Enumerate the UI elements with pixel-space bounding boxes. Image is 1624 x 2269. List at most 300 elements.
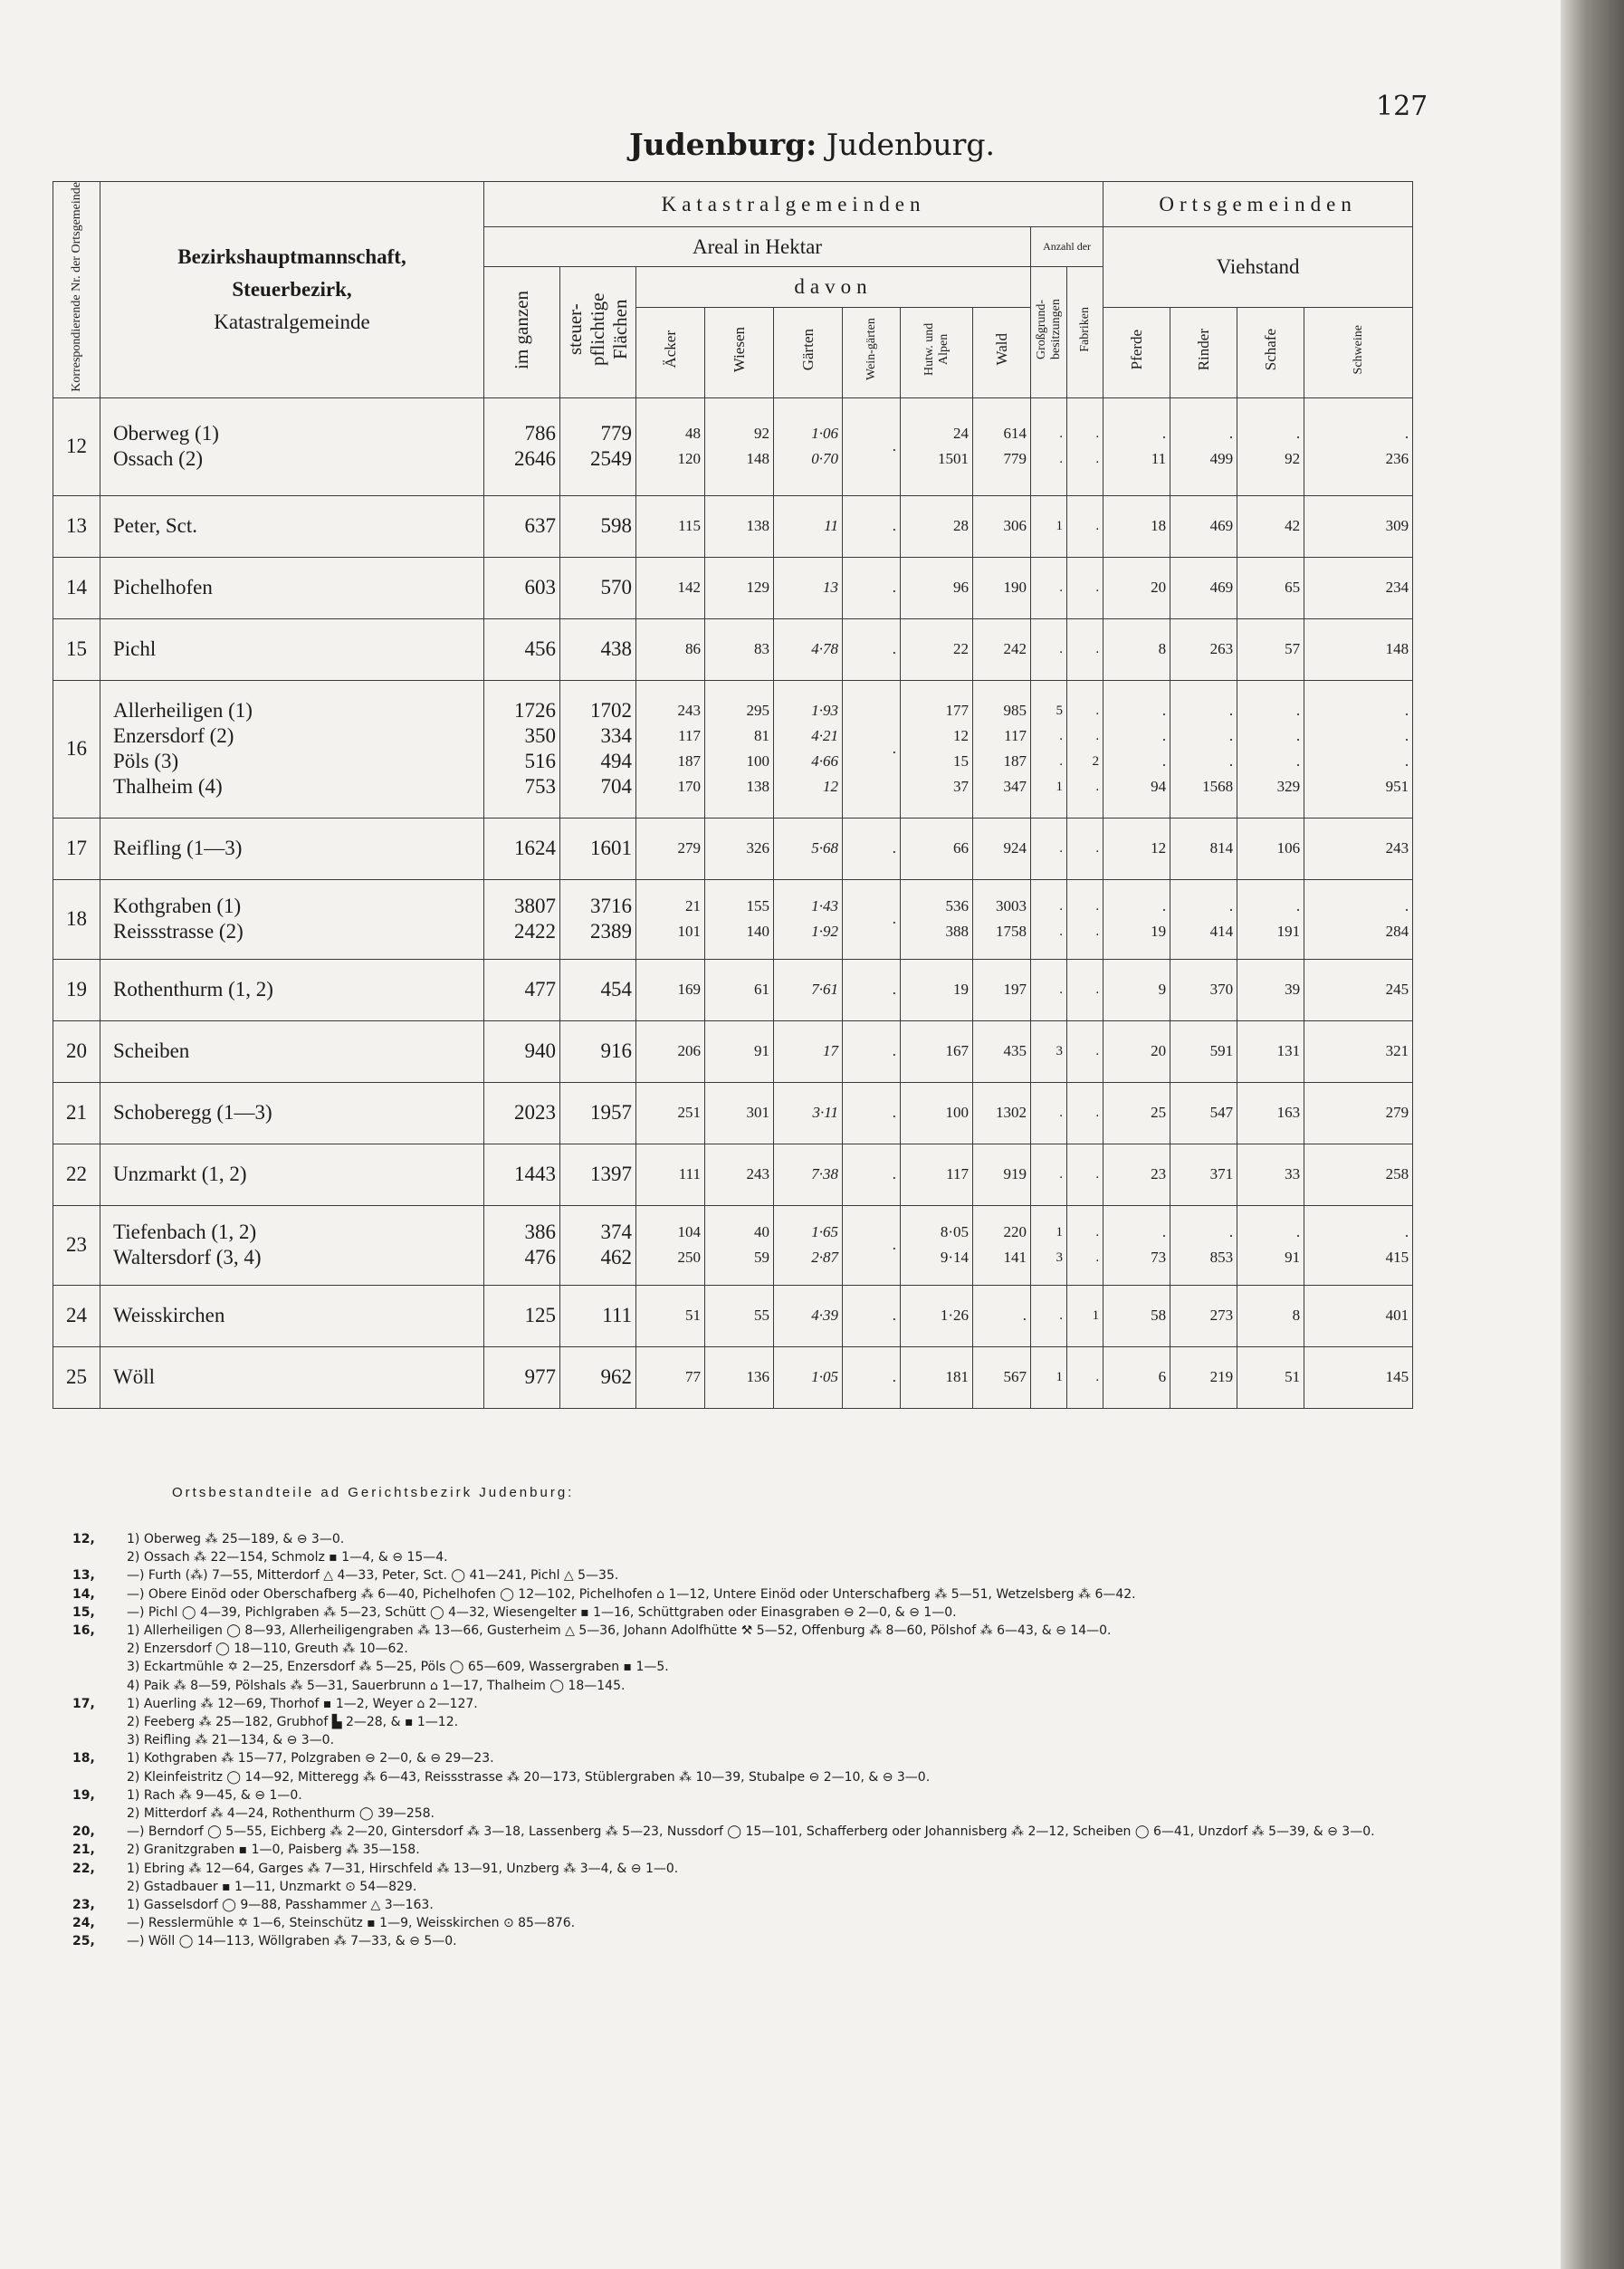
cell-gaerten-line: 1·65 [811,1223,838,1241]
note-key [72,1731,127,1749]
cell-sw-line: . [1404,1223,1409,1241]
row-number: 25 [53,1346,100,1408]
cell-fab-line: . [1095,580,1100,596]
cell-acker [636,1144,705,1205]
cell-ganz [484,1285,560,1346]
gemeinde-name-line: Enzersdorf (2) [113,724,234,748]
cell-steuer-line: 1601 [590,837,632,860]
cell-gaerten-line: 7·61 [811,981,838,999]
cell-wald-line: 1302 [996,1104,1027,1122]
cell-pf-line: . [1161,425,1167,443]
cell-fab-line: . [1095,642,1100,657]
cell-fab-line: . [1095,1370,1100,1385]
note-text: —) Furth (⁂) 7—55, Mitterdorf △ 4—33, Peter, Sct. ◯ 41—241, Pichl △ 5—35. [127,1568,619,1584]
cell-hutw [901,397,973,495]
gemeinde-name-line: Peter, Sct. [113,514,197,538]
cell-wiesen-line: 148 [746,450,769,468]
cell-pf-line: 94 [1151,778,1167,796]
cell-hutw-line: 66 [953,839,969,857]
note-text: 1) Ebring ⁂ 12—64, Garges ⁂ 7—31, Hirschfeld ⁂ 13—91, Unzberg ⁂ 3—4, & ⊖ 1—0. [127,1861,679,1876]
cell-wald-line: 190 [1003,579,1027,597]
cell-steuer-line: 2389 [590,920,632,943]
cell-ganz-line: 637 [524,514,556,538]
cell-pf-line: 25 [1151,1104,1167,1122]
cell-sc-line: . [1295,752,1301,771]
cell-gaerten-line: 1·93 [811,702,838,720]
cell-hutw-line: 177 [945,702,969,720]
note-text: 3) Reifling ⁂ 21—134, & ⊖ 3—0. [127,1733,335,1748]
cell-hutw [901,495,973,557]
cell-ri [1170,1020,1237,1082]
cell-gross [1031,879,1067,959]
cell-pf [1103,680,1170,818]
cell-ri-line: 853 [1209,1249,1234,1267]
note-item [72,1677,1403,1695]
cell-pf [1103,557,1170,618]
gemeinde-name-line: Reissstrasse (2) [113,920,244,943]
cell-ri-line: . [1228,1223,1234,1241]
cell-fab [1067,495,1103,557]
gemeinde-name-line: Ossach (2) [113,447,203,471]
cell-fab-line: . [1095,1106,1100,1121]
note-key: 17, [72,1696,95,1711]
cell-acker [636,959,705,1020]
cell-ganz [484,397,560,495]
cell-sw-line: 258 [1385,1165,1409,1183]
cell-hutw-line: 8·05 [940,1223,969,1241]
cell-wiesen-line: 83 [754,640,769,658]
cell-hutw [901,1285,973,1346]
col-acker-header: Äcker [636,307,705,397]
cell-pf [1103,818,1170,879]
note-item [72,1932,1403,1950]
cell-fab-line: . [1095,924,1100,940]
row-number: 20 [53,1020,100,1082]
col-schweine-header: Schweine [1304,307,1413,397]
cell-pf [1103,879,1170,959]
cell-acker-line: 279 [677,839,701,857]
cell-ri-line: 547 [1209,1104,1234,1122]
cell-hutw [901,879,973,959]
cell-hutw-line: 181 [945,1368,969,1386]
cell-wiesen-line: 301 [746,1104,769,1122]
cell-wiesen-line: 81 [754,727,769,745]
cell-steuer-line: 462 [600,1246,632,1269]
col-hutw-header: Hutw. und Alpen [901,307,973,397]
cell-wiesen-line: 92 [754,425,769,443]
cell-wiesen [705,1020,774,1082]
cell-sc-line: . [1295,897,1301,915]
cell-acker-line: 169 [677,981,701,999]
cell-gaerten [774,1020,843,1082]
cell-fab-line: . [1095,982,1100,998]
note-item [72,1585,1403,1604]
cell-sw-line: . [1404,752,1409,771]
cell-sc-line: 57 [1285,640,1301,658]
cell-fab [1067,557,1103,618]
note-text: —) Obere Einöd oder Oberschafberg ⁂ 6—40, Pichelhofen ◯ 12—102, Pichelhofen ⌂ 1—12, Untere Einöd oder Unterschafberg ⁂ 5—51, Wetzelsberg ⁂ 6—42. [127,1586,1136,1602]
gemeinde-name-line: Tiefenbach (1, 2) [113,1221,257,1244]
cell-steuer [560,959,636,1020]
cell-ri [1170,618,1237,680]
note-key [72,1548,127,1566]
cell-ri [1170,680,1237,818]
note-text: —) Pichl ◯ 4—39, Pichlgraben ⁂ 5—23, Schütt ◯ 4—32, Wiesengelter ▪ 1—16, Schüttgraben oder Einasgraben ⊖ 2—0, & ⊖ 1—0. [127,1604,957,1620]
cell-hutw-line: 388 [945,923,969,941]
cell-ganz [484,557,560,618]
cell-gross-line: . [1059,426,1063,442]
cell-steuer-line: 374 [600,1221,632,1244]
cell-sw-line: . [1404,727,1409,745]
footer-heading: Ortsbestandteile ad Gerichtsbezirk Judenburg: [172,1485,575,1500]
note-item [72,1604,1403,1622]
cell-wald [973,1346,1031,1408]
cell-wein: . [843,1020,901,1082]
cell-steuer-line: 334 [600,724,632,748]
title-subdistrict: Judenburg. [817,127,996,162]
cell-sw-line: 236 [1385,450,1409,468]
note-text: —) Berndorf ◯ 5—55, Eichberg ⁂ 2—20, Gintersdorf ⁂ 3—18, Lassenberg ⁂ 5—23, Nussdorf ◯ 15—101, Schafferberg oder Johannisberg ⁂ 2—12, Scheiben ◯ 6—41, Unzdorf ⁂ 5—39, & ⊖ 3—0. [127,1824,1375,1840]
cell-pf [1103,959,1170,1020]
page-number: 127 [1376,91,1428,122]
cell-wald [973,557,1031,618]
cell-fab-line: 2 [1092,754,1100,770]
cell-acker [636,1285,705,1346]
cell-wiesen-line: 91 [754,1042,769,1060]
note-key [72,1713,127,1731]
cell-pf-line: . [1161,727,1167,745]
cell-fab-line: . [1095,1044,1100,1059]
cell-wiesen-line: 326 [746,839,769,857]
title-district: Judenburg: [628,127,817,162]
cell-sw-line: 234 [1385,579,1409,597]
cell-steuer-line: 570 [600,576,632,599]
cell-ri-line: . [1228,425,1234,443]
table-row [53,1346,1413,1408]
cell-steuer [560,618,636,680]
cell-steuer-line: 2549 [590,447,632,471]
cell-fab [1067,1285,1103,1346]
cell-steuer-line: 111 [602,1304,632,1327]
cell-hutw-line: 1·26 [940,1307,969,1325]
cell-pf-line: 58 [1151,1307,1167,1325]
cell-wald [973,1285,1031,1346]
note-key: 23, [72,1898,95,1913]
cell-gaerten-line: 1·05 [811,1368,838,1386]
cell-ri [1170,879,1237,959]
table-row [53,959,1413,1020]
cell-ri-line: 591 [1209,1042,1234,1060]
note-item [72,1805,1403,1823]
cell-acker [636,1082,705,1144]
gemeinde-name-line: Pichelhofen [113,576,213,599]
cell-sc-line: 42 [1285,517,1301,535]
cell-hutw-line: 1501 [938,450,969,468]
cell-gaerten-line: 2·87 [811,1249,838,1267]
col-rinder-header: Rinder [1170,307,1237,397]
cell-sw-line: 145 [1385,1368,1409,1386]
cell-ganz-line: 2023 [514,1101,556,1125]
cell-hutw [901,1020,973,1082]
cell-gaerten-line: 17 [823,1042,838,1060]
cell-wald-line: 567 [1003,1368,1027,1386]
cell-fab-line: . [1095,519,1100,534]
cell-wiesen-line: 55 [754,1307,769,1325]
cell-ganz-line: 125 [524,1304,556,1327]
note-item [72,1566,1403,1584]
cell-sw [1304,1205,1413,1285]
note-item [72,1860,1403,1878]
cell-gross-line: . [1059,1106,1063,1121]
cell-wald-line: 187 [1003,752,1027,771]
cell-ri-line: . [1228,702,1234,720]
cell-gross-line: . [1059,1167,1063,1182]
cell-sc [1237,397,1304,495]
cell-pf-line: 6 [1158,1368,1167,1386]
cell-sc [1237,879,1304,959]
cell-pf-line: . [1161,1223,1167,1241]
gemeinde-name [100,959,484,1020]
cell-steuer [560,495,636,557]
cell-fab-line: . [1095,426,1100,442]
note-key: 21, [72,1843,95,1858]
note-text: 2) Kleinfeistritz ◯ 14—92, Mitteregg ⁂ 6—43, Reissstrasse ⁂ 20—173, Stüblergraben ⁂ 10—39, Stubalpe ⊖ 2—10, & ⊖ 3—0. [127,1769,931,1785]
cell-gaerten-line: 7·38 [811,1165,838,1183]
row-number: 14 [53,557,100,618]
cell-sw [1304,1144,1413,1205]
note-item [72,1841,1403,1859]
cell-acker-line: 142 [677,579,701,597]
gemeinde-name-line: Allerheiligen (1) [113,699,253,723]
cell-gaerten [774,959,843,1020]
cell-ganz-line: 1624 [514,837,556,860]
cell-gaerten-line: 11 [824,517,838,535]
cell-ri-line: 263 [1209,640,1234,658]
cell-wiesen [705,959,774,1020]
table-row [53,495,1413,557]
cell-steuer-line: 598 [600,514,632,538]
cell-gross-line: 5 [1056,704,1063,719]
cell-hutw-line: 28 [953,517,969,535]
cell-ganz [484,1205,560,1285]
note-item [72,1695,1403,1713]
cell-sc-line: 92 [1285,450,1301,468]
cell-gaerten-line: 13 [823,579,838,597]
row-number: 12 [53,397,100,495]
davon-header: davon [636,267,1031,307]
cell-steuer-line: 779 [600,422,632,445]
cell-sc-line: 65 [1285,579,1301,597]
col-wiesen-header: Wiesen [705,307,774,397]
cell-ri-line: . [1228,752,1234,771]
table-row [53,1082,1413,1144]
cell-ganz-line: 350 [524,724,556,748]
cell-sc-line: . [1295,702,1301,720]
note-item [72,1548,1403,1566]
cell-fab-line: 1 [1092,1308,1100,1324]
cell-sw-line: 951 [1385,778,1409,796]
cell-gross [1031,1144,1067,1205]
cell-wiesen-line: 40 [754,1223,769,1241]
cell-gaerten [774,397,843,495]
cell-fab [1067,818,1103,879]
cell-fab-line: . [1095,841,1100,857]
cell-fab-line: . [1095,899,1100,914]
cell-pf [1103,1020,1170,1082]
cell-gross [1031,1020,1067,1082]
cell-acker-line: 120 [677,450,701,468]
cell-ganz [484,879,560,959]
table-row [53,397,1413,495]
cell-acker-line: 21 [685,897,701,915]
cell-sw [1304,959,1413,1020]
cell-ganz-line: 940 [524,1039,556,1063]
cell-acker-line: 206 [677,1042,701,1060]
cell-acker [636,557,705,618]
row-number: 13 [53,495,100,557]
cell-sc-line: 163 [1276,1104,1301,1122]
cell-gaerten [774,1285,843,1346]
cell-wald-line: 919 [1003,1165,1027,1183]
cell-gross-line: . [1059,841,1063,857]
col-schafe-header: Schafe [1237,307,1304,397]
gemeinde-name [100,1020,484,1082]
cell-acker-line: 115 [678,517,701,535]
cell-pf [1103,1144,1170,1205]
cell-steuer-line: 704 [600,775,632,799]
cell-wald [973,1020,1031,1082]
cell-wiesen [705,1082,774,1144]
cell-acker-line: 51 [685,1307,701,1325]
cell-wiesen-line: 138 [746,517,769,535]
cell-wald-line: 614 [1003,425,1027,443]
row-number: 19 [53,959,100,1020]
cell-fab [1067,1082,1103,1144]
cell-ganz [484,618,560,680]
cell-wiesen-line: 140 [746,923,769,941]
cell-acker [636,1020,705,1082]
cell-ganz [484,680,560,818]
cell-steuer-line: 454 [600,978,632,1001]
cell-fab-line: . [1095,704,1100,719]
row-number: 21 [53,1082,100,1144]
cell-hutw-line: 9·14 [940,1249,969,1267]
cell-ri [1170,959,1237,1020]
cell-hutw-line: 19 [953,981,969,999]
cell-steuer [560,879,636,959]
cell-sw [1304,1285,1413,1346]
notes-list [72,1530,1403,1951]
cell-hutw-line: 167 [945,1042,969,1060]
cell-wein: . [843,879,901,959]
ortsgemeinden-header: Ortsgemeinden [1103,182,1413,227]
note-text: 2) Mitterdorf ⁂ 4—24, Rothenthurm ◯ 39—258. [127,1806,435,1822]
note-item [72,1823,1403,1841]
table-row [53,680,1413,818]
cell-wald-line: 197 [1003,981,1027,999]
cell-wein: . [843,618,901,680]
cell-pf-line: 9 [1158,981,1167,999]
cell-gaerten-line: 1·43 [811,897,838,915]
cell-gaerten-line: 12 [823,778,838,796]
cell-wald-line: 347 [1003,778,1027,796]
cell-wiesen-line: 129 [746,579,769,597]
cell-acker [636,397,705,495]
cell-gross-line: 1 [1056,1225,1063,1240]
cell-wein: . [843,1082,901,1144]
cell-wiesen [705,1285,774,1346]
cell-sw [1304,680,1413,818]
cell-ganz [484,1346,560,1408]
note-item [72,1786,1403,1805]
cell-gross [1031,1205,1067,1285]
cell-pf [1103,397,1170,495]
cell-sc [1237,680,1304,818]
cell-pf-line: 20 [1151,1042,1167,1060]
cell-acker-line: 117 [678,727,701,745]
cell-sw [1304,557,1413,618]
cell-ganz [484,1144,560,1205]
row-number: 18 [53,879,100,959]
cell-hutw-line: 117 [946,1165,969,1183]
cell-sw-line: 309 [1385,517,1409,535]
cell-pf [1103,495,1170,557]
cell-hutw [901,1346,973,1408]
cell-sc [1237,1346,1304,1408]
cell-wiesen [705,495,774,557]
cell-ri-line: 1568 [1202,778,1234,796]
col-steuer-header: steuer-pflichtige Flächen [560,267,636,397]
note-item [72,1530,1403,1548]
note-text: 1) Kothgraben ⁂ 15—77, Polzgraben ⊖ 2—0, & ⊖ 29—23. [127,1751,494,1766]
cell-ganz-line: 786 [524,422,556,445]
cell-ri-line: 499 [1209,450,1234,468]
cell-sw-line: 284 [1385,923,1409,941]
cell-gaerten [774,557,843,618]
cell-fab-line: . [1095,1250,1100,1266]
cell-hutw [901,1082,973,1144]
cell-fab [1067,680,1103,818]
cell-sw-line: . [1404,702,1409,720]
cell-gaerten [774,1346,843,1408]
table-row [53,1020,1413,1082]
cell-gaerten-line: 3·11 [812,1104,838,1122]
gemeinde-name [100,680,484,818]
row-number: 16 [53,680,100,818]
cell-hutw [901,557,973,618]
note-key: 19, [72,1787,95,1803]
cell-sc-line: 8 [1292,1307,1301,1325]
cell-wald-line: 985 [1003,702,1027,720]
cell-ganz-line: 1443 [514,1163,556,1186]
note-key [72,1878,127,1896]
cell-ri [1170,1144,1237,1205]
cell-gross-line: . [1059,642,1063,657]
cell-acker-line: 187 [677,752,701,771]
table-row [53,1285,1413,1346]
col-wald-header: Wald [973,307,1031,397]
cell-pf-line: . [1161,752,1167,771]
cell-hutw [901,618,973,680]
cell-steuer [560,1346,636,1408]
gemeinde-name-line: Pichl [113,637,157,661]
cell-sc [1237,1144,1304,1205]
viehstand-header: Viehstand [1103,227,1413,308]
note-key: 13, [72,1568,95,1584]
cell-gross-line: . [1059,924,1063,940]
cell-fab [1067,1144,1103,1205]
table-row [53,879,1413,959]
